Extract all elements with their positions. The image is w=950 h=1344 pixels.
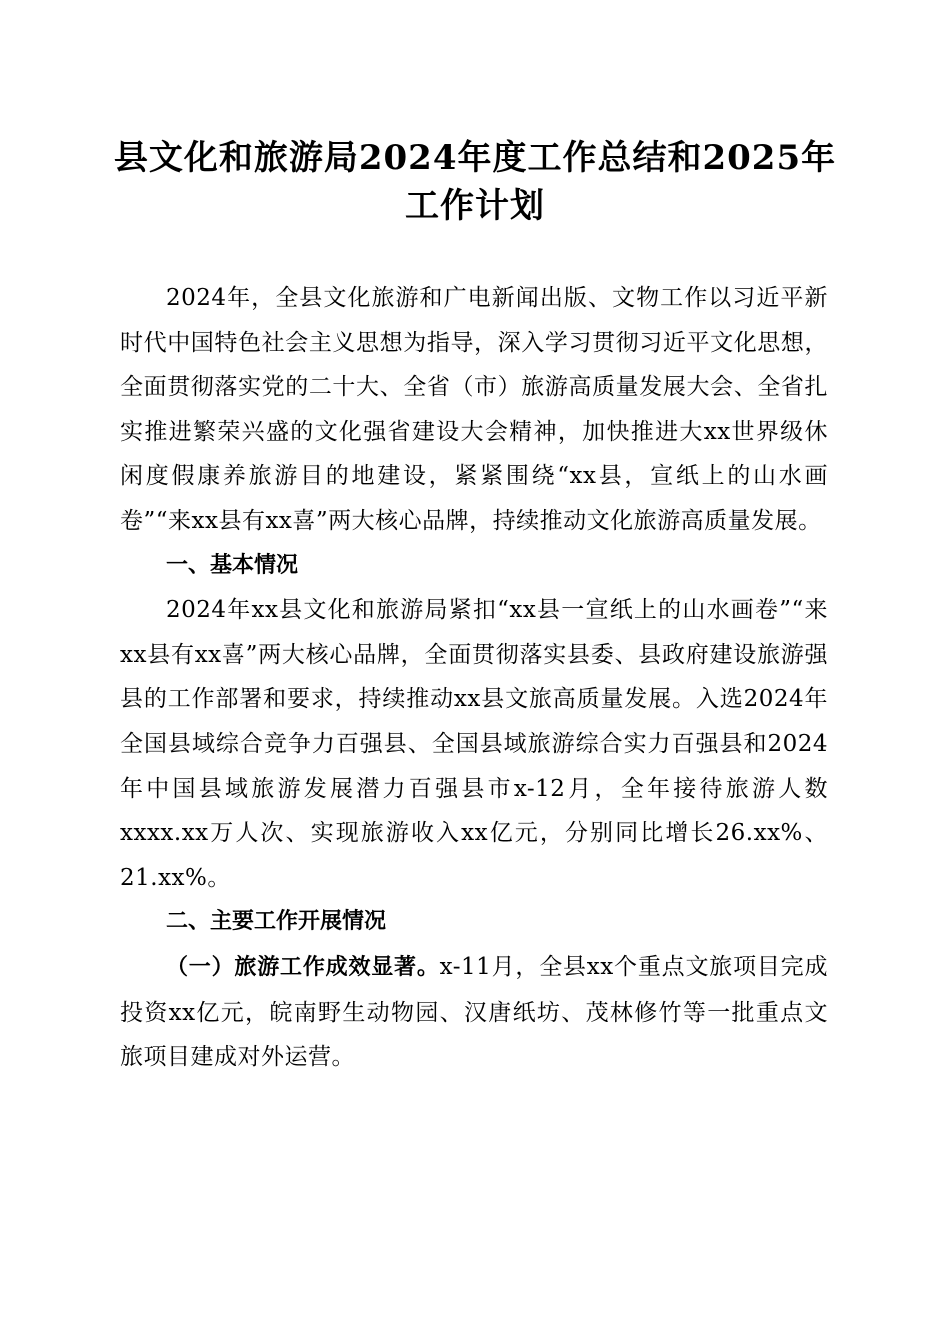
intro-paragraph: 2024年，全县文化旅游和广电新闻出版、文物工作以习近平新时代中国特色社会主义思想为指导，深入学习贯彻习近平文化思想，全面贯彻落实党的二十大、全省（市）旅游高质量发展大会、全省扎实推进繁荣兴盛的文化强省建设大会精神，加快推进大xx世界级休闲度假康养旅游目的地建设，紧紧围绕“xx县，宣纸上的山水画卷”“来xx县有xx喜”两大核心品牌，持续推动文化旅游高质量发展。 [120,285,828,534]
title-line-2: 工作计划 [405,186,545,226]
document-title [110,134,840,230]
section-2-heading: 二、主要工作开展情况 [166,909,387,935]
document-body [120,276,828,1080]
sub-1-label: （一）旅游工作成效显著。 [166,954,440,980]
section-2-sub-1-paragraph [120,945,828,1080]
sub-1-text: x-11月，全县xx个重点文旅项目完成投资xx亿元，皖南野生动物园、汉唐纸坊、茂林修竹等一批重点文旅项目建成对外运营。 [120,953,828,1071]
section-1-heading: 一、基本情况 [166,552,299,578]
title-line-1: 县文化和旅游局2024年度工作总结和2025年 [113,138,837,178]
section-1-paragraph: 2024年xx县文化和旅游局紧扣“xx县一宣纸上的山水画卷”“来xx县有xx喜”两大核心品牌，全面贯彻落实县委、县政府建设旅游强县的工作部署和要求，持续推动xx县文旅高质量发展。入选2024年全国县域综合竞争力百强县、全国县域旅游综合实力百强县和2024年中国县域旅游发展潜力百强县市x-12月，全年接待旅游人数xxxx.xx万人次、实现旅游收入xx亿元，分别同比增长26.xx%、21.xx%。 [120,597,828,891]
